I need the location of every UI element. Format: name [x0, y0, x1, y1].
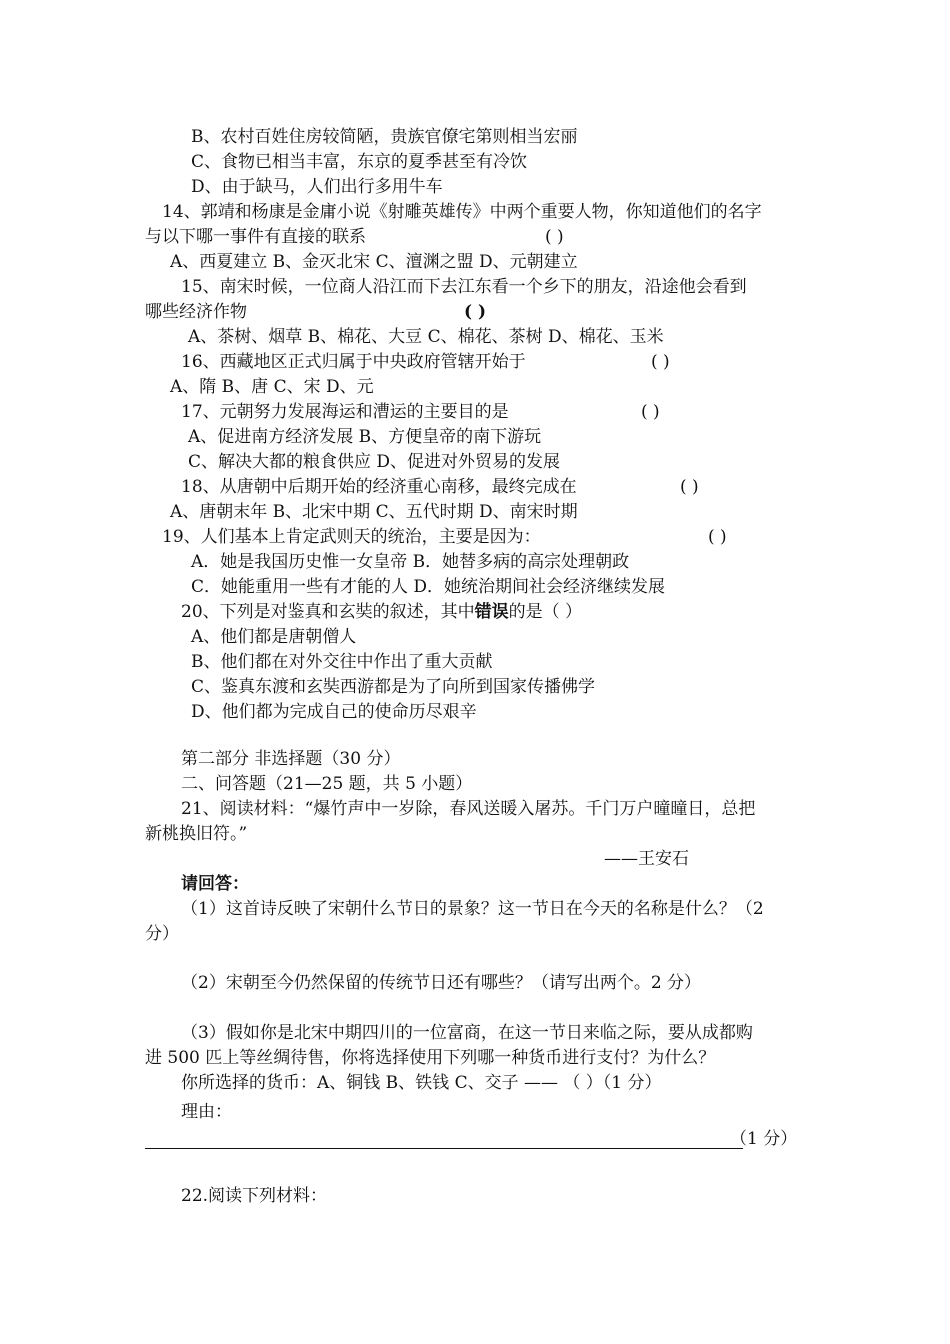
q15-answer-paren: ( )	[464, 302, 487, 322]
q20-option-c: C、鉴真东渡和玄奘西游都是为了向所到国家传播佛学	[191, 677, 596, 697]
q21-sub1-line2: 分）	[145, 924, 179, 944]
section-two-heading: 二、问答题（21—25 题，共 5 小题）	[181, 774, 473, 794]
q21-sub3-reason-label: 理由：	[181, 1102, 232, 1122]
q21-material-line1: 21、阅读材料：“爆竹声中一岁除，春风送暖入屠苏。千门万户曈曈日，总把	[181, 799, 756, 819]
q17-answer-paren: ( )	[641, 402, 660, 422]
q16-text: 16、西藏地区正式归属于中央政府管辖开始于	[181, 352, 526, 372]
q15-options: A、茶树、烟草 B、棉花、大豆 C、棉花、茶树 D、棉花、玉米	[188, 327, 664, 347]
q20-option-b: B、他们都在对外交往中作出了重大贡献	[191, 652, 493, 672]
q16-answer-paren: ( )	[651, 352, 670, 372]
q18-text: 18、从唐朝中后期开始的经济重心南移，最终完成在	[181, 477, 577, 497]
q16-options: A、隋 B、唐 C、宋 D、元	[170, 377, 374, 397]
answer-prompt: 请回答：	[181, 874, 249, 894]
q13-option-c: C、食物已相当丰富，东京的夏季甚至有冷饮	[191, 152, 528, 172]
q13-option-d: D、由于缺马，人们出行多用牛车	[191, 177, 443, 197]
q21-sub2: （2）宋朝至今仍然保留的传统节日还有哪些？（请写出两个。2 分）	[181, 973, 702, 993]
q17-options-line1: A、促进南方经济发展 B、方便皇帝的南下游玩	[188, 427, 542, 447]
q15-text-line1: 15、南宋时候，一位商人沿江而下去江东看一个乡下的朋友，沿途他会看到	[181, 277, 747, 297]
q21-sub1-line1: （1）这首诗反映了宋朝什么节日的景象？这一节日在今天的名称是什么？（2	[181, 899, 764, 919]
q14-text-line1: 14、郭靖和杨康是金庸小说《射雕英雄传》中两个重要人物，你知道他们的名字	[162, 202, 762, 222]
part-two-heading: 第二部分 非选择题（30 分）	[181, 749, 401, 769]
q21-sub3-line2: 进 500 匹上等丝绸待售，你将选择使用下列哪一种货币进行支付？为什么？	[145, 1048, 716, 1068]
q19-options-line2: C．她能重用一些有才能的人 D．她统治期间社会经济继续发展	[191, 577, 666, 597]
q17-text: 17、元朝努力发展海运和漕运的主要目的是	[181, 402, 509, 422]
q20-text-pre: 20、下列是对鉴真和玄奘的叙述，其中	[181, 602, 475, 622]
q17-options-line2: C、解决大都的粮食供应 D、促进对外贸易的发展	[188, 452, 561, 472]
q15-text-line2: 哪些经济作物	[145, 302, 247, 322]
q20-emphasis: 错误	[474, 602, 509, 622]
q19-text: 19、人们基本上肯定武则天的统治，主要是因为：	[162, 527, 541, 547]
q21-sub3-points: （1 分）	[730, 1129, 798, 1149]
q20-option-d: D、他们都为完成自己的使命历尽艰辛	[191, 702, 477, 722]
q20-text-post: 的是（ ）	[508, 602, 583, 622]
q20-option-a: A、他们都是唐朝僧人	[191, 627, 357, 647]
q18-answer-paren: ( )	[680, 477, 699, 497]
q20-text	[181, 601, 582, 623]
q14-options: A、西夏建立 B、金灭北宋 C、澶渊之盟 D、元朝建立	[170, 252, 578, 272]
q14-text-line2: 与以下哪一事件有直接的联系	[145, 227, 366, 247]
q14-answer-paren: ( )	[545, 227, 564, 247]
q21-sub3-currency-choice: 你所选择的货币：A、铜钱 B、铁钱 C、交子 —— （ ）（1 分）	[181, 1073, 662, 1093]
q21-sub3-line1: （3）假如你是北宋中期四川的一位富商，在这一节日来临之际，要从成都购	[181, 1023, 753, 1043]
q19-options-line1: A．她是我国历史惟一女皇帝 B．她替多病的高宗处理朝政	[191, 552, 630, 572]
q22-heading: 22.阅读下列材料：	[181, 1186, 328, 1206]
q21-material-line2: 新桃换旧符。”	[145, 824, 248, 844]
reason-answer-line	[145, 1148, 743, 1149]
q21-author: ——王安石	[604, 849, 689, 869]
q18-options: A、唐朝末年 B、北宋中期 C、五代时期 D、南宋时期	[170, 502, 578, 522]
q19-answer-paren: ( )	[708, 527, 727, 547]
q13-option-b: B、农村百姓住房较简陋，贵族官僚宅第则相当宏丽	[191, 127, 578, 147]
